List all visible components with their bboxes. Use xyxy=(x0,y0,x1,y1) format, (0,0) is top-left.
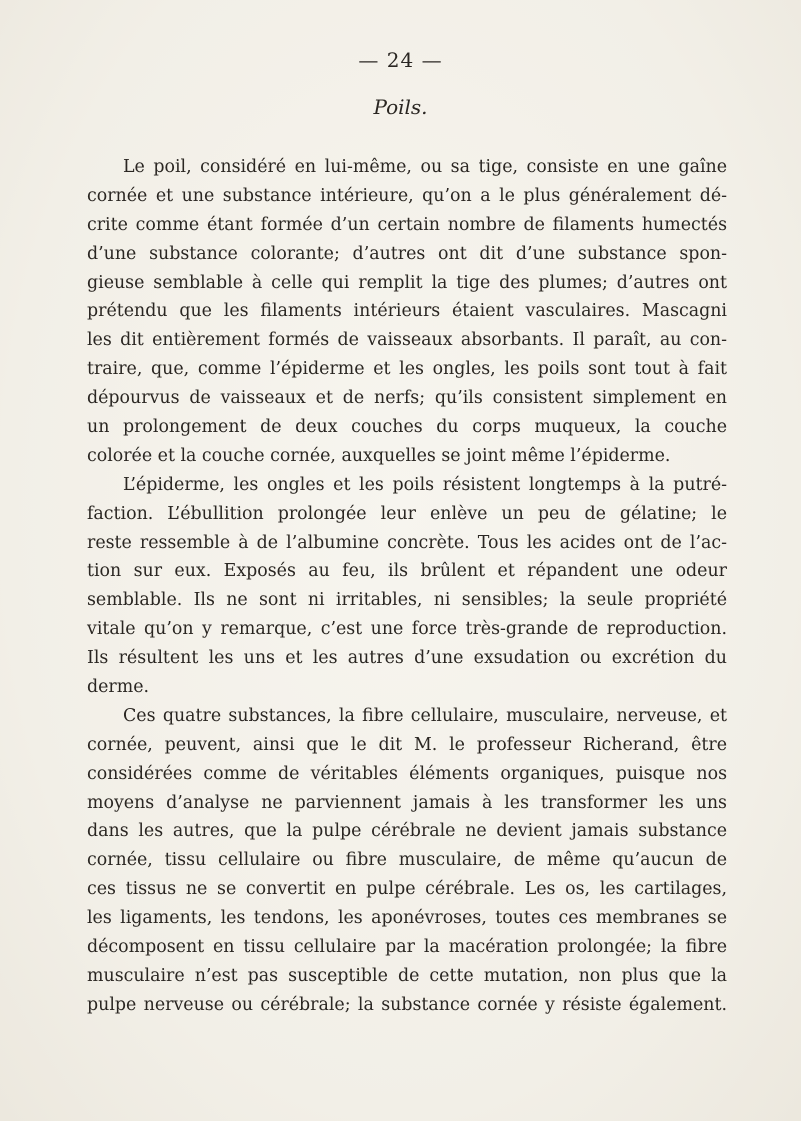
text-line: derme. xyxy=(87,677,150,698)
text-line: crite comme étant formée d’un certain nombre de filaments humectés xyxy=(87,214,727,235)
text-line: cornée et une substance intérieure, qu’on a le plus généralement dé- xyxy=(87,185,727,206)
section-title: Poils. xyxy=(373,95,428,119)
text-line: vitale qu’on y remarque, c’est une force très-grande de reproduction. xyxy=(87,619,727,640)
text-line: traire, que, comme l’épiderme et les ongles, les poils sont tout à fait xyxy=(87,359,727,380)
text-line: semblable. Ils ne sont ni irritables, ni sensibles; la seule propriété xyxy=(87,590,727,611)
text-line: décomposent en tissu cellulaire par la macération prolongée; la fibre xyxy=(87,937,727,958)
text-line: prétendu que les filaments intérieurs étaient vasculaires. Mascagni xyxy=(87,301,727,322)
page-number: — 24 — xyxy=(358,48,443,72)
text-line: musculaire n’est pas susceptible de cette mutation, non plus que la xyxy=(87,965,727,986)
text-line: considérées comme de véritables éléments organiques, puisque nos xyxy=(87,763,727,784)
text-line: pulpe nerveuse ou cérébrale; la substance cornée y résiste également. xyxy=(87,994,727,1015)
text-line: un prolongement de deux couches du corps muqueux, la couche xyxy=(87,417,727,438)
text-line: Le poil, considéré en lui-même, ou sa tige, consiste en une gaîne xyxy=(123,157,727,177)
text-line: ces tissus ne se convertit en pulpe cérébrale. Les os, les cartilages, xyxy=(87,879,727,900)
text-line: dans les autres, que la pulpe cérébrale ne devient jamais substance xyxy=(87,821,727,842)
text-line: faction. L’ébullition prolongée leur enlève un peu de gélatine; le xyxy=(87,503,727,524)
text-line: tion sur eux. Exposés au feu, ils brûlent et répandent une odeur xyxy=(87,561,727,582)
text-line: cornée, tissu cellulaire ou fibre musculaire, de même qu’aucun de xyxy=(87,850,727,871)
text-line: colorée et la couche cornée, auxquelles se joint même l’épiderme. xyxy=(87,445,671,466)
text-line: Ces quatre substances, la fibre cellulaire, musculaire, nerveuse, et xyxy=(123,705,727,726)
text-line: reste ressemble à de l’albumine concrète. Tous les acides ont de l’ac- xyxy=(87,532,727,553)
text-line: Ils résultent les uns et les autres d’une exsudation ou excrétion du xyxy=(87,648,727,669)
text-line: d’une substance colorante; d’autres ont dit d’une substance spon- xyxy=(87,243,727,264)
text-line: dépourvus de vaisseaux et de nerfs; qu’ils consistent simplement en xyxy=(87,388,727,409)
text-line: L’épiderme, les ongles et les poils résistent longtemps à la putré- xyxy=(123,474,727,495)
text-line: moyens d’analyse ne parviennent jamais à les transformer les uns xyxy=(87,792,727,813)
text-line: cornée, peuvent, ainsi que le dit M. le professeur Richerand, être xyxy=(87,734,727,755)
body-text xyxy=(87,153,727,1020)
text-line: les dit entièrement formés de vaisseaux absorbants. Il paraît, au con- xyxy=(87,330,727,351)
text-line: gieuse semblable à celle qui remplit la tige des plumes; d’autres ont xyxy=(87,272,727,293)
text-line: les ligaments, les tendons, les aponévroses, toutes ces membranes se xyxy=(87,908,727,929)
